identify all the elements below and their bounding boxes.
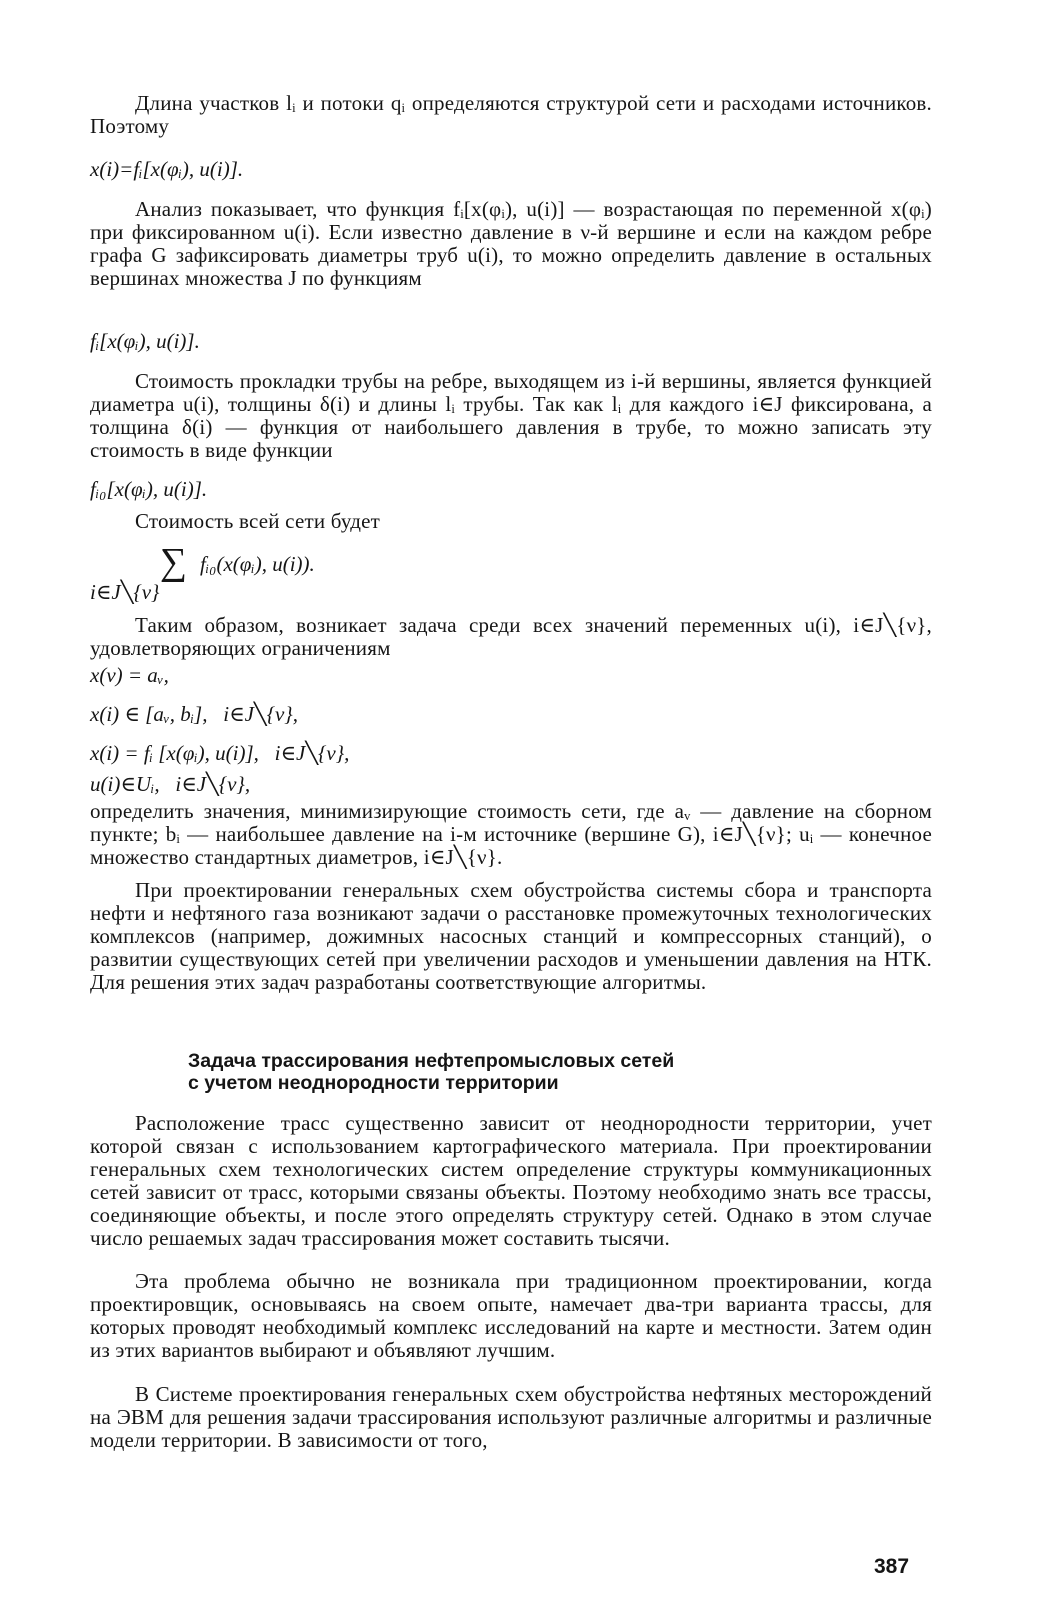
formula-f-i: fᵢ[x(φᵢ), u(i)].: [90, 329, 200, 353]
constraint-2: x(i) ∈ [aᵥ, bᵢ], i∈J╲{ν},: [90, 702, 298, 726]
paragraph-system: В Системе проектирования генеральных схем обустройства нефтяных месторождений на ЭВМ для решения задачи трассирования используют различные алгоритмы и различные модели территории. В зависимости от того,: [90, 1382, 932, 1452]
section-heading-line-2: с учетом неоднородности территории: [188, 1072, 559, 1094]
paragraph-network-cost: Стоимость всей сети будет: [135, 509, 380, 533]
formula-f-i0: fᵢ₀[x(φᵢ), u(i)].: [90, 477, 208, 501]
paragraph-design: При проектировании генеральных схем обустройства системы сбора и транспорта нефти и нефтяного газа возникают задачи о расстановке промежуточных технологических комплексов (например, дожимных насосных станций и компрессорных станций), о развитии существующих сетей при увеличении расходов и уменьшении давления на НТК. Для решения этих задач разработаны соответствующие алгоритмы.: [90, 878, 932, 994]
paragraph-problem: Таким образом, возникает задача среди всех значений переменных u(i), i∈J╲{ν}, удовлетворяющих ограничениям: [90, 613, 932, 660]
summation-index: i∈J╲{ν}: [90, 580, 160, 604]
paragraph-analysis: Анализ показывает, что функция fᵢ[x(φᵢ), u(i)] — возрастающая по переменной x(φᵢ) при фиксированном u(i). Если известно давление в ν-й вершине и если на каждом ребре графа G зафиксировать диаметры труб u(i), то можно определить давление в остальных вершинах множества J по функциям: [90, 197, 932, 290]
paragraph-routes: Расположение трасс существенно зависит от неоднородности территории, учет которой связан с использованием картографического материала. При проектировании генеральных схем технологических систем определение структуры коммуникационных сетей зависит от трасс, которыми связаны объекты. Поэтому необходимо знать все трассы, соединяющие объекты, и после этого определять структуру сетей. Однако в этом случае число решаемых задач трассирования может составить тысячи.: [90, 1111, 932, 1250]
constraint-3: x(i) = fᵢ [x(φᵢ), u(i)], i∈J╲{ν},: [90, 741, 350, 765]
summation-body: fᵢ₀(x(φᵢ), u(i)).: [200, 552, 315, 576]
paragraph-definitions: определить значения, минимизирующие стоимость сети, где aᵥ — давление на сборном пункте; bᵢ — наибольшее давление на i-м источнике (вершине G), i∈J╲{ν}; uᵢ — конечное множество стандартных диаметров, i∈J╲{ν}.: [90, 799, 932, 869]
paragraph-traditional: Эта проблема обычно не возникала при традиционном проектировании, когда проектировщик, основываясь на своем опыте, намечает два-три варианта трассы, для которых проводят необходимый комплекс исследований на карте и местности. Затем один из этих вариантов выбирают и объявляют лучшим.: [90, 1269, 932, 1362]
constraint-1: x(ν) = aᵥ,: [90, 663, 169, 687]
paragraph-intro: Длина участков lᵢ и потоки qᵢ определяются структурой сети и расходами источников. Поэтому: [90, 91, 932, 138]
paragraph-pipe-cost: Стоимость прокладки трубы на ребре, выходящем из i-й вершины, является функцией диаметра u(i), толщины δ(i) и длины lᵢ трубы. Так как lᵢ для каждого i∈J фиксирована, а толщина δ(i) — функция от наибольшего давления в трубе, то можно записать эту стоимость в виде функции: [90, 369, 932, 462]
summation-sign: ∑: [160, 541, 188, 583]
page-number: 387: [874, 1555, 910, 1578]
constraint-4: u(i)∈Uᵢ, i∈J╲{ν},: [90, 772, 251, 796]
section-heading-line-1: Задача трассирования нефтепромысловых сетей: [188, 1050, 675, 1072]
formula-x-i: x(i)=fᵢ[x(φᵢ), u(i)].: [90, 157, 244, 181]
